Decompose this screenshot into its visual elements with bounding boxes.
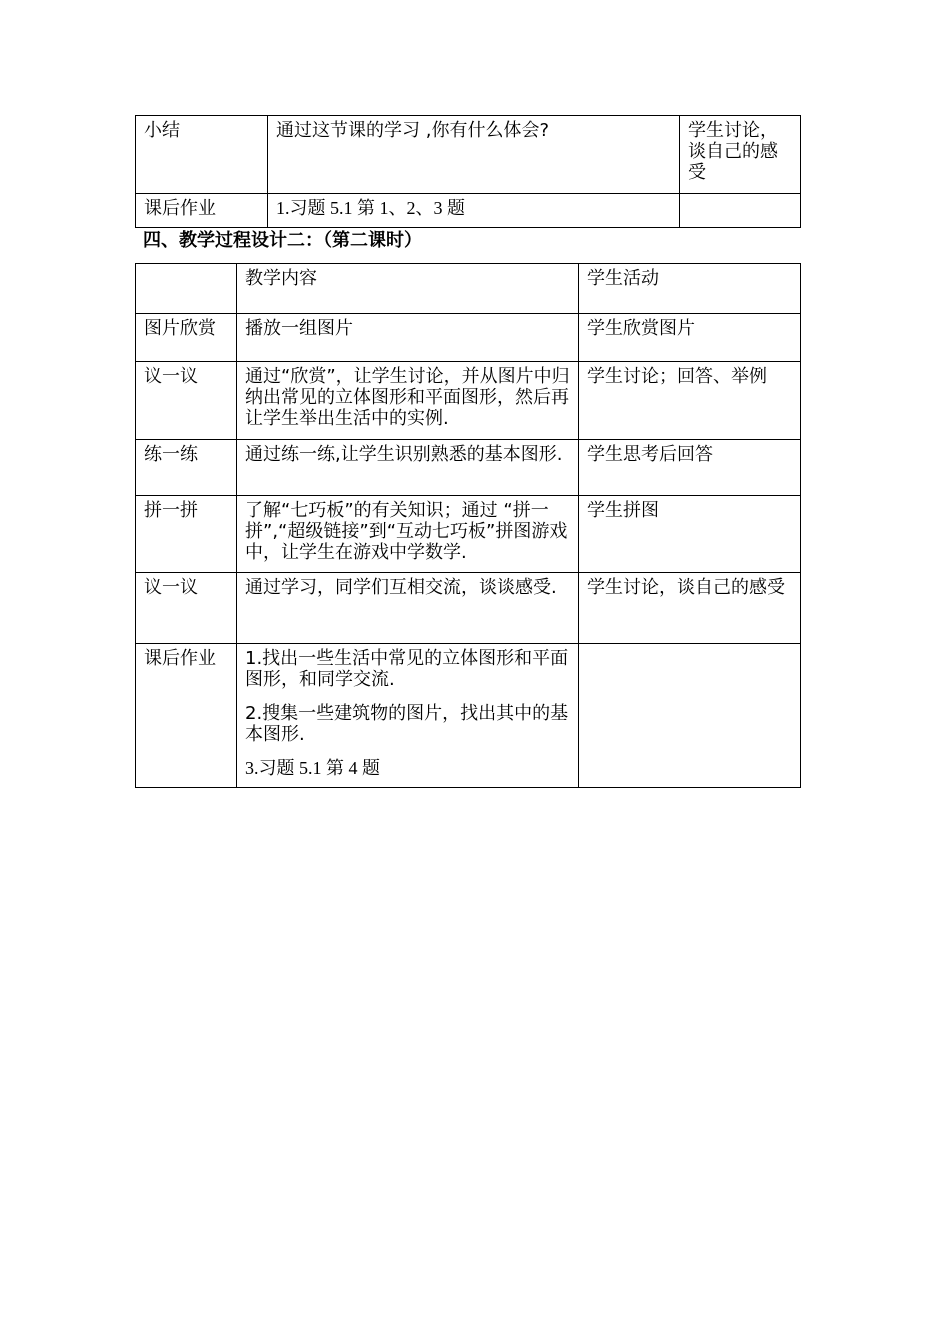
table-cell-activity: 学生讨论，谈自己的感受 <box>579 573 801 644</box>
homework-list <box>237 644 579 788</box>
table-cell-label: 课后作业 <box>136 194 268 228</box>
table-cell-label: 小结 <box>136 116 268 194</box>
table-cell-label: 图片欣赏 <box>136 314 237 362</box>
table-header-row <box>136 264 801 314</box>
table-row <box>136 194 801 228</box>
table-header-cell: 教学内容 <box>237 264 579 314</box>
table-cell-content: 通过这节课的学习 ,你有什么体会? <box>268 116 680 194</box>
table-row <box>136 496 801 573</box>
table-cell-label: 课后作业 <box>136 644 237 788</box>
table-cell-content: 通过学习，同学们互相交流，谈谈感受. <box>237 573 579 644</box>
table-row <box>136 362 801 440</box>
table-cell-content: 1.习题 5.1 第 1、2、3 题 <box>268 194 680 228</box>
table-cell-label: 练一练 <box>136 440 237 496</box>
homework-item: 1.找出一些生活中常见的立体图形和平面图形，和同学交流. <box>245 648 569 690</box>
table-row <box>136 644 801 788</box>
table-cell-content: 通过练一练,让学生识别熟悉的基本图形. <box>237 440 579 496</box>
table-cell-content: 通过“欣赏”，让学生讨论，并从图片中归纳出常见的立体图形和平面图形，然后再让学生举出生活中的实例. <box>237 362 579 440</box>
table-cell-content: 了解“七巧板”的有关知识；通过 “拼一拼”,“超级链接”到“互动七巧板”拼图游戏中，让学生在游戏中学数学. <box>237 496 579 573</box>
table-row <box>136 573 801 644</box>
table-cell-label: 议一议 <box>136 573 237 644</box>
table-cell-activity <box>680 194 801 228</box>
table-cell-activity: 学生讨论，谈自己的感受 <box>680 116 801 194</box>
table-cell-activity: 学生讨论；回答、举例 <box>579 362 801 440</box>
table-cell-activity: 学生拼图 <box>579 496 801 573</box>
table-row <box>136 116 801 194</box>
table-cell-content: 播放一组图片 <box>237 314 579 362</box>
table-row <box>136 440 801 496</box>
table-header-cell <box>136 264 237 314</box>
table-cell-label: 议一议 <box>136 362 237 440</box>
lesson-summary-table <box>135 115 801 228</box>
table-row <box>136 314 801 362</box>
table-header-cell: 学生活动 <box>579 264 801 314</box>
table-cell-activity <box>579 644 801 788</box>
section-heading: 四、教学过程设计二：（第二课时） <box>143 230 422 251</box>
teaching-process-table <box>135 263 801 788</box>
homework-item: 3.习题 5.1 第 4 题 <box>245 758 380 778</box>
table-cell-activity: 学生欣赏图片 <box>579 314 801 362</box>
homework-item: 2.搜集一些建筑物的图片，找出其中的基本图形. <box>245 703 569 745</box>
table-cell-activity: 学生思考后回答 <box>579 440 801 496</box>
table-cell-label: 拼一拼 <box>136 496 237 573</box>
